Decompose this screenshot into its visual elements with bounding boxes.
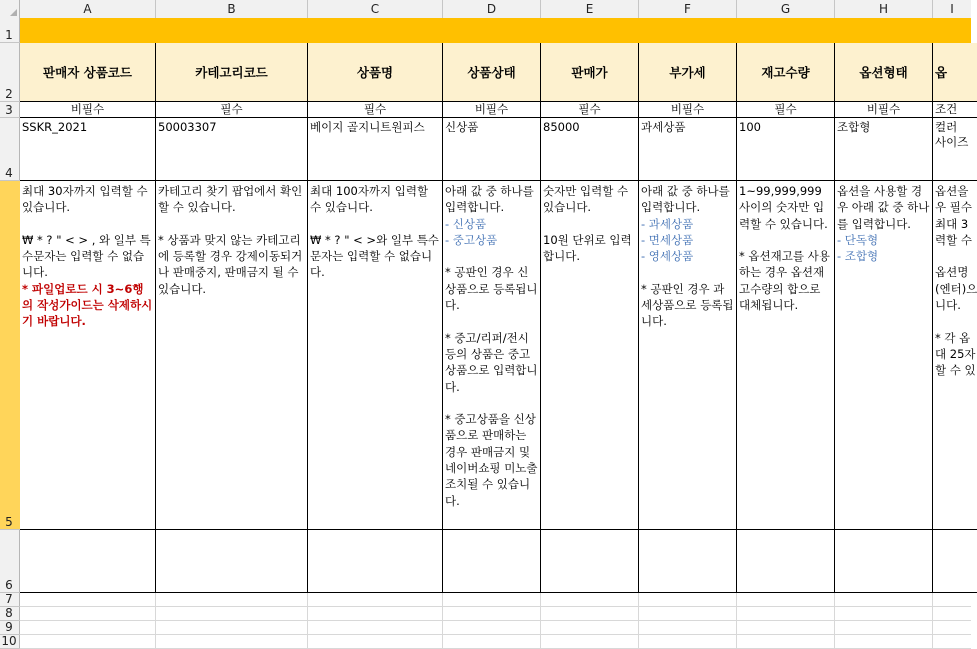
empty-cell-a6[interactable]: [20, 530, 156, 593]
value-option-type[interactable]: 조합형: [835, 118, 933, 181]
header-vat[interactable]: 부가세: [639, 43, 737, 102]
desc-option-cut[interactable]: 옵션을 우 필수 최대 3 력할 수 옵션명 (엔터)으 니다. * 각 옵 대 25자 할 수 있: [933, 181, 977, 530]
required-flag-e[interactable]: 필수: [541, 102, 639, 118]
row-header-8[interactable]: 8: [0, 607, 20, 621]
row-header-2[interactable]: 2: [0, 43, 20, 102]
gridline: [834, 593, 835, 648]
desc-option-type-intro: 옵션을 사용할 경우 아래 값 중 하나를 입력합니다.: [837, 184, 930, 231]
empty-cell-g6[interactable]: [737, 530, 835, 593]
column-header-h[interactable]: H: [835, 0, 933, 18]
desc-vat[interactable]: [639, 181, 737, 530]
required-flag-f[interactable]: 비필수: [639, 102, 737, 118]
column-header-c[interactable]: C: [308, 0, 443, 18]
row-header-3[interactable]: 3: [0, 102, 20, 118]
required-flag-a[interactable]: 비필수: [20, 102, 156, 118]
gridline: [307, 593, 308, 648]
required-flag-b[interactable]: 필수: [156, 102, 308, 118]
desc-seller-code-warning: * 파일업로드 시 3~6행의 작성가이드는 삭제하시기 바랍니다.: [22, 281, 153, 329]
empty-cell-f6[interactable]: [639, 530, 737, 593]
desc-option-zero-rated: - 영세상품: [641, 249, 694, 264]
required-flag-d[interactable]: 비필수: [443, 102, 541, 118]
header-product-status[interactable]: 상품상태: [443, 43, 541, 102]
empty-cell-i6[interactable]: [933, 530, 977, 593]
required-flag-g[interactable]: 필수: [737, 102, 835, 118]
empty-row-7[interactable]: [20, 593, 971, 607]
row-header-7[interactable]: 7: [0, 593, 20, 607]
row-header-bar: [0, 18, 20, 648]
header-category-code[interactable]: 카테고리코드: [156, 43, 308, 102]
value-option-cut[interactable]: 컬러 사이즈: [933, 118, 977, 181]
row-header-1[interactable]: 1: [0, 18, 20, 43]
column-header-a[interactable]: A: [20, 0, 156, 18]
desc-product-status-intro: 아래 값 중 하나를 입력합니다.: [445, 184, 538, 215]
desc-product-status-notes: * 공판인 경우 신상품으로 등록됩니다. * 중고/리퍼/전시 등의 상품은 중고상품으로 입력합니다. * 중고상품을 신상품으로 판매하는 경우 판매금지 및 네이버쇼핑 미노출 조치될 수 있습니다.: [445, 265, 538, 508]
gridline: [540, 593, 541, 648]
value-vat[interactable]: 과세상품: [639, 118, 737, 181]
empty-row-8[interactable]: [20, 607, 971, 621]
desc-option-single: - 단독형: [837, 232, 879, 247]
column-header-d[interactable]: D: [443, 0, 541, 18]
required-flag-h[interactable]: 비필수: [835, 102, 933, 118]
gridline: [736, 593, 737, 648]
empty-cell-c6[interactable]: [308, 530, 443, 593]
desc-option-taxable: - 과세상품: [641, 216, 694, 231]
desc-seller-code[interactable]: [20, 181, 156, 530]
desc-option-new: - 신상품: [445, 216, 487, 231]
desc-vat-intro: 아래 값 중 하나를 입력합니다.: [641, 184, 734, 215]
column-header-i[interactable]: I: [950, 2, 954, 16]
desc-option-combination: - 조합형: [837, 249, 879, 264]
gridline: [638, 593, 639, 648]
row-header-10[interactable]: 10: [0, 635, 20, 649]
header-product-name[interactable]: 상품명: [308, 43, 443, 102]
desc-option-tax-free: - 면세상품: [641, 232, 694, 247]
column-header-g[interactable]: G: [737, 0, 835, 18]
desc-option-used: - 중고상품: [445, 232, 498, 247]
desc-vat-notes: * 공판인 경우 과세상품으로 등록됩니다.: [641, 281, 734, 329]
desc-category-code[interactable]: 카테고리 찾기 팝업에서 확인할 수 있습니다. * 상품과 맞지 않는 카테고리에 등록할 경우 강제이동되거나 판매중지, 판매금지 될 수 있습니다.: [156, 181, 308, 530]
column-header-bar: [0, 0, 971, 19]
row-header-6[interactable]: 6: [0, 530, 20, 593]
header-option-type[interactable]: 옵션형태: [835, 43, 933, 102]
empty-cell-b6[interactable]: [156, 530, 308, 593]
desc-product-name[interactable]: 최대 100자까지 입력할 수 있습니다. ₩ * ? " < >와 일부 특수문자는 입력할 수 없습니다.: [308, 181, 443, 530]
value-product-name[interactable]: 베이지 골지니트원피스: [308, 118, 443, 181]
sheet-grid: [20, 18, 977, 648]
desc-stock-qty[interactable]: 1~99,999,999 사이의 숫자만 입력할 수 있습니다. * 옵션재고를 사용하는 경우 옵션재고수량의 합으로 대체됩니다.: [737, 181, 835, 530]
header-seller-code[interactable]: 판매자 상품코드: [20, 43, 156, 102]
header-option-cut[interactable]: 옵: [933, 43, 977, 102]
column-header-f[interactable]: F: [639, 0, 737, 18]
empty-row-9[interactable]: [20, 621, 971, 635]
select-all-corner[interactable]: [0, 0, 20, 18]
empty-cell-e6[interactable]: [541, 530, 639, 593]
value-category-code[interactable]: 50003307: [156, 118, 308, 181]
required-flag-i[interactable]: 조건: [933, 102, 977, 118]
value-product-status[interactable]: 신상품: [443, 118, 541, 181]
row1-orange-band[interactable]: [20, 18, 971, 43]
column-header-e[interactable]: E: [541, 0, 639, 18]
empty-row-10[interactable]: [20, 635, 971, 649]
value-stock-qty[interactable]: 100: [737, 118, 835, 181]
desc-option-type[interactable]: [835, 181, 933, 530]
value-sale-price[interactable]: 85000: [541, 118, 639, 181]
gridline: [155, 593, 156, 648]
column-header-b[interactable]: B: [156, 0, 308, 18]
required-flag-c[interactable]: 필수: [308, 102, 443, 118]
header-sale-price[interactable]: 판매가: [541, 43, 639, 102]
empty-cell-h6[interactable]: [835, 530, 933, 593]
desc-sale-price[interactable]: 숫자만 입력할 수 있습니다. 10원 단위로 입력합니다.: [541, 181, 639, 530]
row-header-9[interactable]: 9: [0, 621, 20, 635]
empty-cell-d6[interactable]: [443, 530, 541, 593]
value-seller-code[interactable]: SSKR_2021: [20, 118, 156, 181]
header-stock-qty[interactable]: 재고수량: [737, 43, 835, 102]
desc-seller-code-text: 최대 30자까지 입력할 수 있습니다. ₩ * ? " < > , 와 일부 특수문자는 입력할 수 없습니다.: [22, 184, 151, 280]
row-header-5[interactable]: 5: [0, 181, 20, 530]
desc-product-status[interactable]: [443, 181, 541, 530]
gridline: [442, 593, 443, 648]
gridline: [932, 593, 933, 648]
row-header-4[interactable]: 4: [0, 118, 20, 181]
